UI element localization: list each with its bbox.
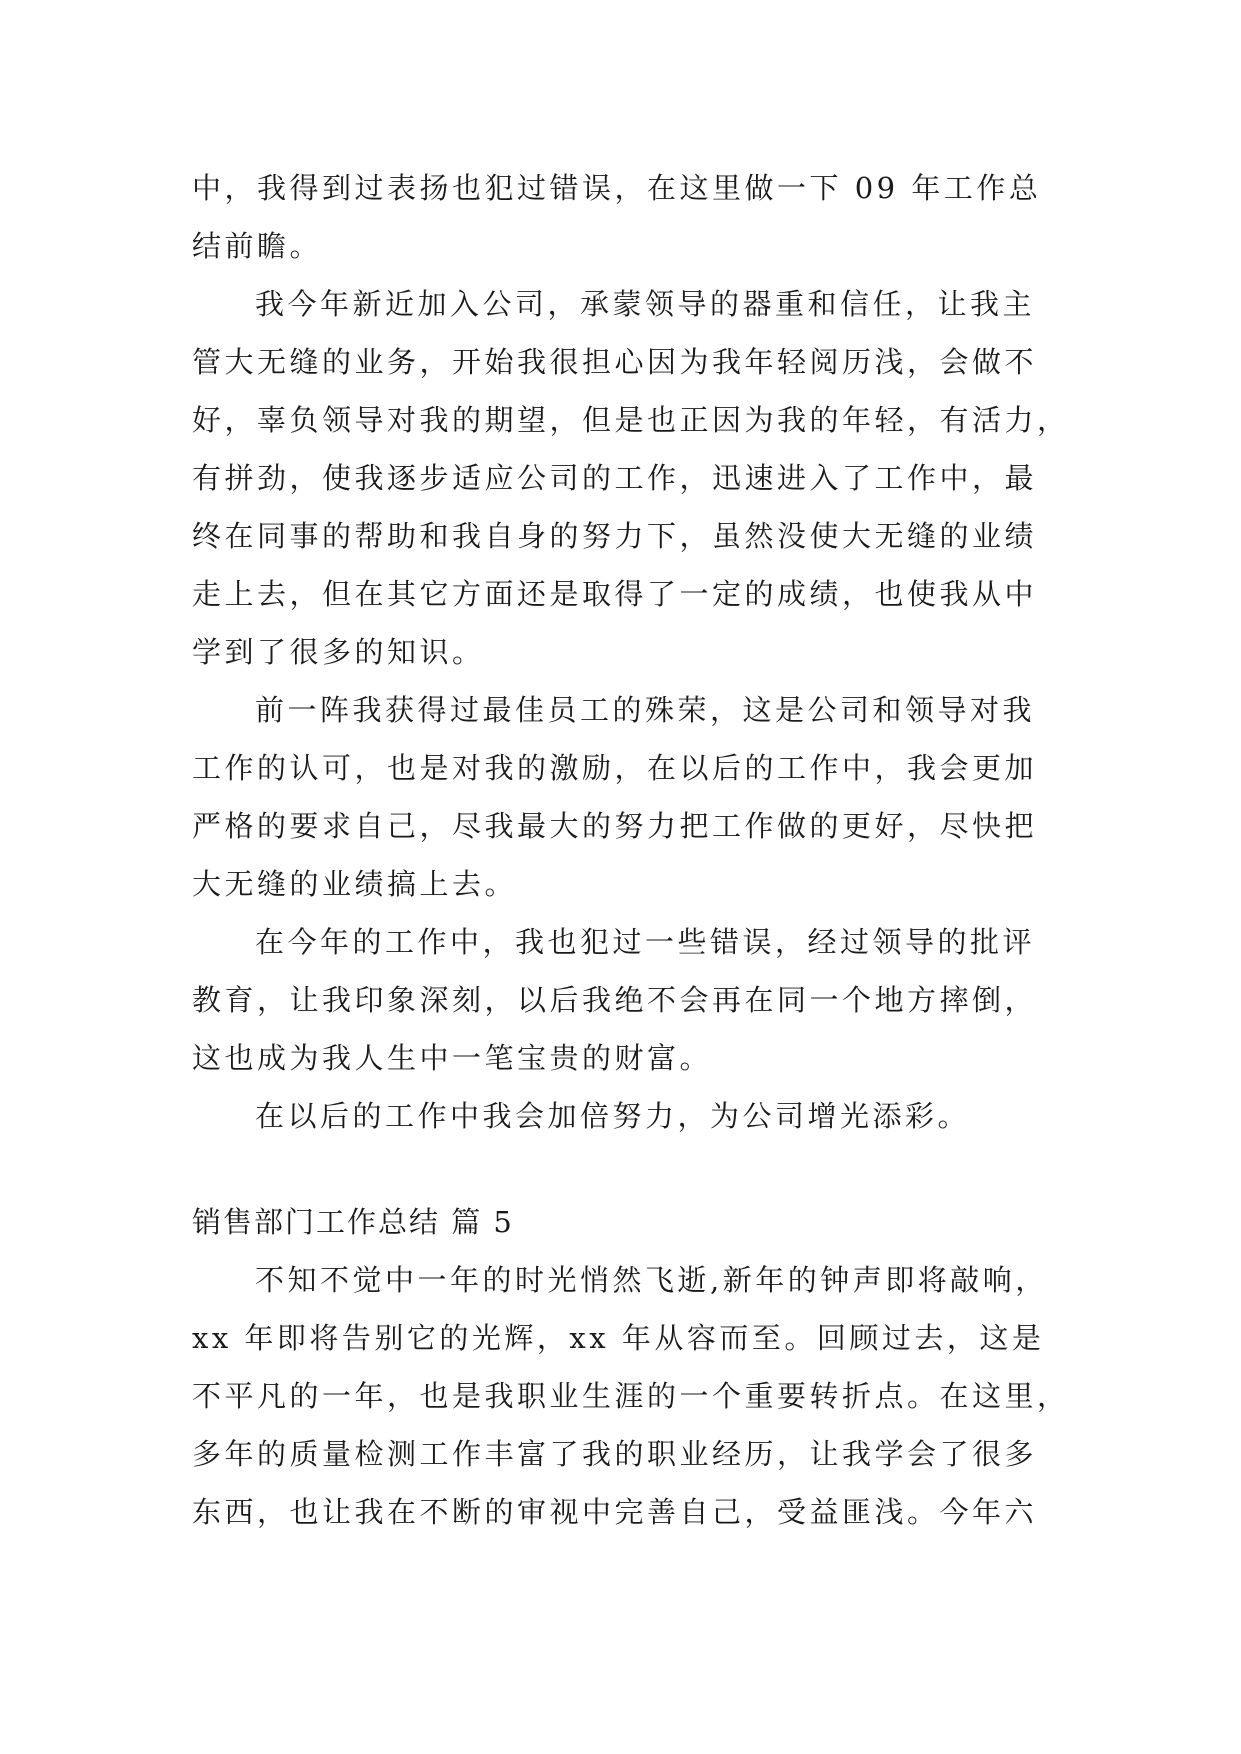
section-heading: 销售部门工作总结 篇 5 — [192, 1205, 514, 1239]
paragraph-line: 严格的要求自己，尽我最大的努力把工作做的更好，尽快把 — [192, 809, 1038, 843]
paragraph-line: 东西，也让我在不断的审视中完善自己，受益匪浅。今年六 — [192, 1495, 1038, 1529]
paragraph-line: 不知不觉中一年的时光悄然飞逝,新年的钟声即将敲响， — [255, 1263, 1048, 1297]
paragraph-line: 好，辜负领导对我的期望，但是也正因为我的年轻，有活力， — [192, 403, 1070, 437]
paragraph-line: 工作的认可，也是对我的激励，在以后的工作中，我会更加 — [192, 751, 1038, 785]
paragraph-line: 教育，让我印象深刻，以后我绝不会再在同一个地方摔倒， — [192, 983, 1038, 1017]
paragraph-line: 在以后的工作中我会加倍努力，为公司增光添彩。 — [255, 1099, 971, 1133]
paragraph-line: 多年的质量检测工作丰富了我的职业经历，让我学会了很多 — [192, 1437, 1038, 1471]
paragraph-line: xx 年即将告别它的光辉，xx 年从容而至。回顾过去，这是 — [192, 1321, 1045, 1355]
paragraph-line: 终在同事的帮助和我自身的努力下，虽然没使大无缝的业绩 — [192, 519, 1038, 553]
paragraph-line: 大无缝的业绩搞上去。 — [192, 867, 518, 901]
paragraph-line: 在今年的工作中，我也犯过一些错误，经过领导的批评 — [255, 925, 1036, 959]
paragraph-line: 学到了很多的知识。 — [192, 635, 485, 669]
paragraph-line: 这也成为我人生中一笔宝贵的财富。 — [192, 1041, 713, 1075]
paragraph-line: 结前瞻。 — [192, 229, 323, 263]
paragraph-line: 中，我得到过表扬也犯过错误，在这里做一下 09 年工作总 — [192, 171, 1042, 205]
paragraph-line: 我今年新近加入公司，承蒙领导的器重和信任，让我主 — [255, 287, 1036, 321]
paragraph-line: 前一阵我获得过最佳员工的殊荣，这是公司和领导对我 — [255, 693, 1036, 727]
paragraph-line: 走上去，但在其它方面还是取得了一定的成绩，也使我从中 — [192, 577, 1038, 611]
paragraph-line: 不平凡的一年，也是我职业生涯的一个重要转折点。在这里， — [192, 1379, 1070, 1413]
paragraph-line: 管大无缝的业务，开始我很担心因为我年轻阅历浅，会做不 — [192, 345, 1038, 379]
paragraph-line: 有拼劲，使我逐步适应公司的工作，迅速进入了工作中，最 — [192, 461, 1038, 495]
